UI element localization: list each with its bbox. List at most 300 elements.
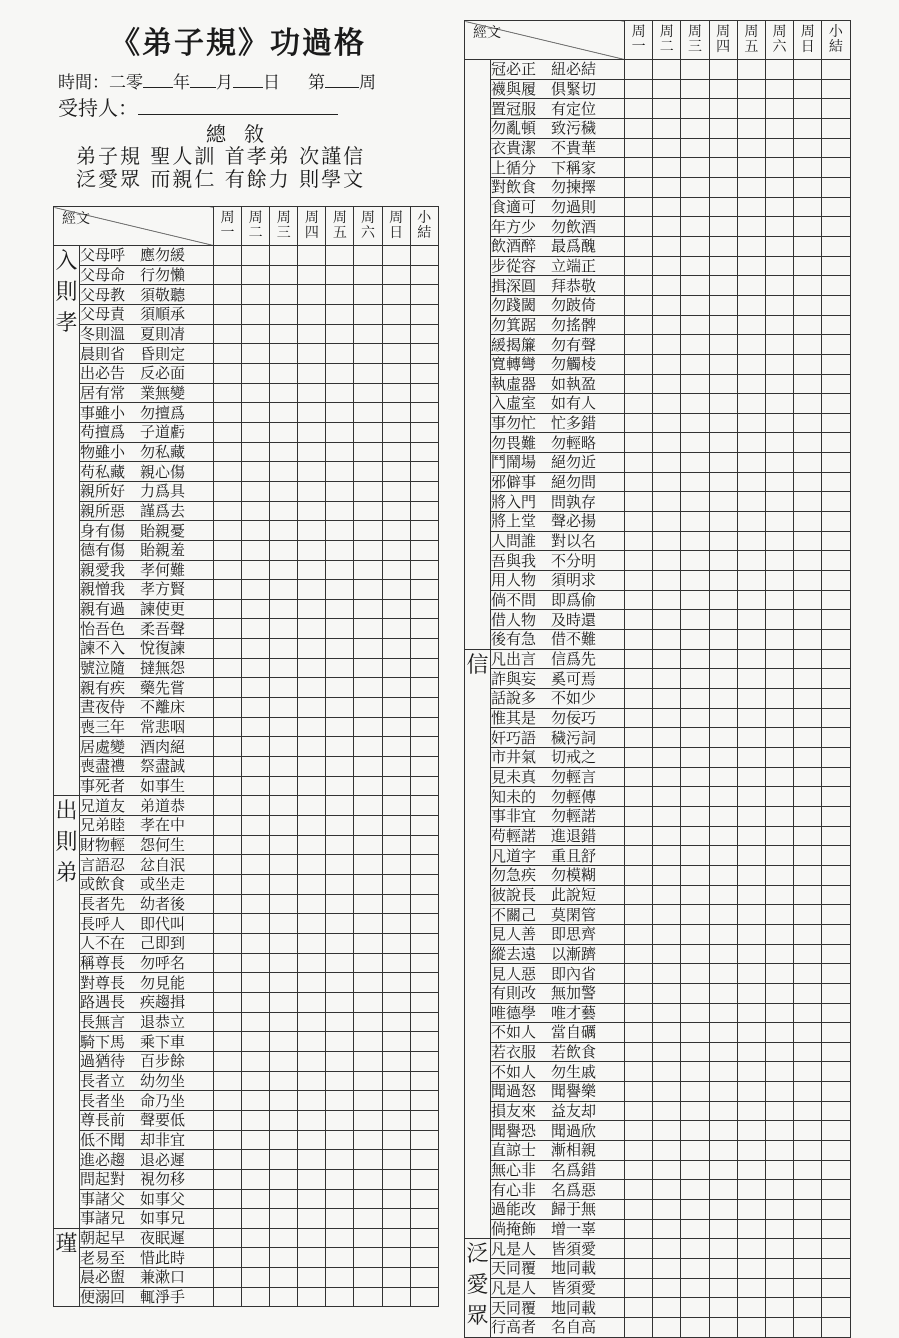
check-cell[interactable] [354,835,382,855]
check-cell[interactable] [625,1180,653,1200]
summary-cell[interactable] [822,335,850,355]
summary-cell[interactable] [410,560,438,580]
summary-cell[interactable] [410,796,438,816]
check-cell[interactable] [681,983,709,1003]
check-cell[interactable] [242,1130,270,1150]
check-cell[interactable] [709,669,737,689]
summary-cell[interactable] [410,914,438,934]
check-cell[interactable] [242,973,270,993]
check-cell[interactable] [298,855,326,875]
check-cell[interactable] [709,531,737,551]
check-cell[interactable] [625,1023,653,1043]
check-cell[interactable] [270,875,298,895]
check-cell[interactable] [737,236,765,256]
check-cell[interactable] [794,138,822,158]
check-cell[interactable] [737,217,765,237]
week-blank[interactable] [325,73,359,88]
check-cell[interactable] [625,79,653,99]
summary-cell[interactable] [410,757,438,777]
check-cell[interactable] [625,492,653,512]
check-cell[interactable] [653,708,681,728]
check-cell[interactable] [653,1141,681,1161]
check-cell[interactable] [354,757,382,777]
check-cell[interactable] [737,747,765,767]
check-cell[interactable] [270,246,298,266]
check-cell[interactable] [354,501,382,521]
check-cell[interactable] [270,1189,298,1209]
summary-cell[interactable] [822,453,850,473]
check-cell[interactable] [794,964,822,984]
check-cell[interactable] [242,324,270,344]
check-cell[interactable] [625,590,653,610]
check-cell[interactable] [737,865,765,885]
check-cell[interactable] [653,79,681,99]
check-cell[interactable] [653,551,681,571]
summary-cell[interactable] [410,1012,438,1032]
check-cell[interactable] [382,265,410,285]
check-cell[interactable] [354,422,382,442]
check-cell[interactable] [709,99,737,119]
check-cell[interactable] [709,846,737,866]
check-cell[interactable] [709,118,737,138]
check-cell[interactable] [326,737,354,757]
check-cell[interactable] [298,933,326,953]
check-cell[interactable] [709,315,737,335]
check-cell[interactable] [242,442,270,462]
check-cell[interactable] [737,669,765,689]
check-cell[interactable] [737,964,765,984]
check-cell[interactable] [326,599,354,619]
check-cell[interactable] [653,649,681,669]
check-cell[interactable] [354,914,382,934]
check-cell[interactable] [737,276,765,296]
check-cell[interactable] [298,953,326,973]
check-cell[interactable] [214,1051,242,1071]
check-cell[interactable] [214,560,242,580]
check-cell[interactable] [214,304,242,324]
summary-cell[interactable] [822,669,850,689]
check-cell[interactable] [653,295,681,315]
check-cell[interactable] [737,590,765,610]
check-cell[interactable] [737,1259,765,1279]
check-cell[interactable] [794,217,822,237]
summary-cell[interactable] [410,619,438,639]
check-cell[interactable] [681,197,709,217]
check-cell[interactable] [326,717,354,737]
check-cell[interactable] [354,717,382,737]
check-cell[interactable] [765,217,793,237]
check-cell[interactable] [625,1082,653,1102]
check-cell[interactable] [298,481,326,501]
check-cell[interactable] [354,1110,382,1130]
check-cell[interactable] [354,1032,382,1052]
check-cell[interactable] [765,1219,793,1239]
check-cell[interactable] [709,295,737,315]
check-cell[interactable] [765,747,793,767]
check-cell[interactable] [765,708,793,728]
check-cell[interactable] [382,835,410,855]
check-cell[interactable] [298,560,326,580]
check-cell[interactable] [681,1200,709,1220]
check-cell[interactable] [354,619,382,639]
check-cell[interactable] [242,383,270,403]
check-cell[interactable] [709,610,737,630]
check-cell[interactable] [354,1268,382,1288]
check-cell[interactable] [653,1180,681,1200]
check-cell[interactable] [653,1278,681,1298]
summary-cell[interactable] [410,737,438,757]
check-cell[interactable] [625,1003,653,1023]
check-cell[interactable] [681,354,709,374]
check-cell[interactable] [214,1287,242,1307]
summary-cell[interactable] [822,983,850,1003]
summary-cell[interactable] [410,1091,438,1111]
check-cell[interactable] [242,953,270,973]
check-cell[interactable] [326,855,354,875]
check-cell[interactable] [298,442,326,462]
check-cell[interactable] [794,1062,822,1082]
check-cell[interactable] [765,1278,793,1298]
check-cell[interactable] [765,964,793,984]
check-cell[interactable] [765,905,793,925]
check-cell[interactable] [653,492,681,512]
check-cell[interactable] [681,1042,709,1062]
check-cell[interactable] [681,1121,709,1141]
check-cell[interactable] [354,246,382,266]
check-cell[interactable] [326,757,354,777]
summary-cell[interactable] [410,265,438,285]
check-cell[interactable] [354,285,382,305]
check-cell[interactable] [354,1130,382,1150]
check-cell[interactable] [765,826,793,846]
check-cell[interactable] [794,374,822,394]
summary-cell[interactable] [822,472,850,492]
check-cell[interactable] [765,944,793,964]
check-cell[interactable] [794,669,822,689]
check-cell[interactable] [653,60,681,80]
check-cell[interactable] [765,1259,793,1279]
check-cell[interactable] [681,1062,709,1082]
check-cell[interactable] [765,610,793,630]
check-cell[interactable] [653,1082,681,1102]
check-cell[interactable] [681,1082,709,1102]
check-cell[interactable] [270,344,298,364]
check-cell[interactable] [653,512,681,532]
check-cell[interactable] [382,1209,410,1229]
check-cell[interactable] [326,1150,354,1170]
summary-cell[interactable] [822,1200,850,1220]
summary-cell[interactable] [822,905,850,925]
check-cell[interactable] [709,374,737,394]
check-cell[interactable] [737,1141,765,1161]
check-cell[interactable] [354,265,382,285]
check-cell[interactable] [382,344,410,364]
check-cell[interactable] [270,737,298,757]
check-cell[interactable] [326,403,354,423]
check-cell[interactable] [681,335,709,355]
check-cell[interactable] [653,197,681,217]
check-cell[interactable] [709,826,737,846]
check-cell[interactable] [326,678,354,698]
check-cell[interactable] [298,914,326,934]
check-cell[interactable] [681,571,709,591]
check-cell[interactable] [270,324,298,344]
check-cell[interactable] [382,776,410,796]
check-cell[interactable] [681,236,709,256]
check-cell[interactable] [709,905,737,925]
check-cell[interactable] [681,885,709,905]
check-cell[interactable] [214,894,242,914]
check-cell[interactable] [298,1032,326,1052]
check-cell[interactable] [765,865,793,885]
check-cell[interactable] [625,669,653,689]
check-cell[interactable] [326,953,354,973]
check-cell[interactable] [709,354,737,374]
check-cell[interactable] [270,992,298,1012]
check-cell[interactable] [709,708,737,728]
check-cell[interactable] [382,304,410,324]
summary-cell[interactable] [410,835,438,855]
check-cell[interactable] [270,1150,298,1170]
check-cell[interactable] [326,501,354,521]
check-cell[interactable] [737,335,765,355]
check-cell[interactable] [298,1130,326,1150]
summary-cell[interactable] [410,717,438,737]
check-cell[interactable] [765,472,793,492]
check-cell[interactable] [242,599,270,619]
check-cell[interactable] [737,79,765,99]
check-cell[interactable] [765,1101,793,1121]
check-cell[interactable] [653,138,681,158]
check-cell[interactable] [326,462,354,482]
check-cell[interactable] [709,767,737,787]
check-cell[interactable] [794,787,822,807]
check-cell[interactable] [681,60,709,80]
check-cell[interactable] [765,138,793,158]
summary-cell[interactable] [822,630,850,650]
check-cell[interactable] [298,639,326,659]
check-cell[interactable] [653,846,681,866]
check-cell[interactable] [794,708,822,728]
check-cell[interactable] [625,728,653,748]
check-cell[interactable] [709,60,737,80]
check-cell[interactable] [625,315,653,335]
check-cell[interactable] [625,374,653,394]
check-cell[interactable] [794,1160,822,1180]
check-cell[interactable] [326,560,354,580]
check-cell[interactable] [382,383,410,403]
check-cell[interactable] [270,816,298,836]
check-cell[interactable] [737,1062,765,1082]
check-cell[interactable] [298,1169,326,1189]
check-cell[interactable] [214,1150,242,1170]
check-cell[interactable] [653,354,681,374]
check-cell[interactable] [326,1209,354,1229]
check-cell[interactable] [242,855,270,875]
check-cell[interactable] [794,944,822,964]
check-cell[interactable] [382,757,410,777]
check-cell[interactable] [765,983,793,1003]
check-cell[interactable] [737,256,765,276]
summary-cell[interactable] [822,1062,850,1082]
check-cell[interactable] [382,324,410,344]
check-cell[interactable] [625,1101,653,1121]
check-cell[interactable] [653,177,681,197]
check-cell[interactable] [214,285,242,305]
check-cell[interactable] [709,1121,737,1141]
check-cell[interactable] [681,177,709,197]
check-cell[interactable] [298,324,326,344]
check-cell[interactable] [765,394,793,414]
summary-cell[interactable] [822,512,850,532]
check-cell[interactable] [382,658,410,678]
check-cell[interactable] [214,1012,242,1032]
check-cell[interactable] [681,689,709,709]
check-cell[interactable] [214,816,242,836]
check-cell[interactable] [214,403,242,423]
summary-cell[interactable] [410,481,438,501]
check-cell[interactable] [709,1239,737,1259]
summary-cell[interactable] [410,816,438,836]
check-cell[interactable] [737,158,765,178]
check-cell[interactable] [737,453,765,473]
summary-cell[interactable] [410,521,438,541]
check-cell[interactable] [382,816,410,836]
check-cell[interactable] [270,1268,298,1288]
check-cell[interactable] [242,776,270,796]
check-cell[interactable] [709,1278,737,1298]
summary-cell[interactable] [822,531,850,551]
check-cell[interactable] [298,599,326,619]
check-cell[interactable] [737,1121,765,1141]
check-cell[interactable] [242,1071,270,1091]
check-cell[interactable] [298,285,326,305]
check-cell[interactable] [270,717,298,737]
summary-cell[interactable] [410,875,438,895]
check-cell[interactable] [765,99,793,119]
check-cell[interactable] [765,689,793,709]
summary-cell[interactable] [822,885,850,905]
summary-cell[interactable] [410,658,438,678]
check-cell[interactable] [625,354,653,374]
check-cell[interactable] [326,1110,354,1130]
check-cell[interactable] [270,304,298,324]
check-cell[interactable] [326,344,354,364]
check-cell[interactable] [737,472,765,492]
summary-cell[interactable] [822,217,850,237]
check-cell[interactable] [354,894,382,914]
check-cell[interactable] [270,285,298,305]
check-cell[interactable] [794,767,822,787]
check-cell[interactable] [242,1012,270,1032]
check-cell[interactable] [737,1180,765,1200]
check-cell[interactable] [382,973,410,993]
check-cell[interactable] [382,481,410,501]
check-cell[interactable] [625,1298,653,1318]
check-cell[interactable] [354,1169,382,1189]
check-cell[interactable] [354,816,382,836]
summary-cell[interactable] [822,806,850,826]
check-cell[interactable] [354,796,382,816]
check-cell[interactable] [765,846,793,866]
check-cell[interactable] [765,571,793,591]
check-cell[interactable] [298,462,326,482]
check-cell[interactable] [382,1228,410,1248]
check-cell[interactable] [794,1219,822,1239]
check-cell[interactable] [794,79,822,99]
check-cell[interactable] [354,442,382,462]
check-cell[interactable] [794,1278,822,1298]
check-cell[interactable] [298,678,326,698]
check-cell[interactable] [242,796,270,816]
check-cell[interactable] [794,433,822,453]
check-cell[interactable] [242,992,270,1012]
check-cell[interactable] [214,481,242,501]
check-cell[interactable] [653,571,681,591]
check-cell[interactable] [709,1180,737,1200]
check-cell[interactable] [242,1209,270,1229]
check-cell[interactable] [298,894,326,914]
check-cell[interactable] [737,767,765,787]
summary-cell[interactable] [410,1130,438,1150]
check-cell[interactable] [242,1091,270,1111]
check-cell[interactable] [681,492,709,512]
summary-cell[interactable] [822,1239,850,1259]
check-cell[interactable] [765,551,793,571]
check-cell[interactable] [326,285,354,305]
check-cell[interactable] [270,403,298,423]
check-cell[interactable] [382,894,410,914]
check-cell[interactable] [625,708,653,728]
check-cell[interactable] [653,472,681,492]
check-cell[interactable] [242,422,270,442]
summary-cell[interactable] [410,698,438,718]
summary-cell[interactable] [410,1150,438,1170]
check-cell[interactable] [270,442,298,462]
check-cell[interactable] [298,776,326,796]
check-cell[interactable] [765,512,793,532]
check-cell[interactable] [270,835,298,855]
check-cell[interactable] [653,806,681,826]
check-cell[interactable] [298,1071,326,1091]
check-cell[interactable] [653,630,681,650]
check-cell[interactable] [681,374,709,394]
check-cell[interactable] [794,983,822,1003]
check-cell[interactable] [709,453,737,473]
check-cell[interactable] [625,924,653,944]
check-cell[interactable] [653,944,681,964]
check-cell[interactable] [765,118,793,138]
check-cell[interactable] [354,658,382,678]
check-cell[interactable] [681,1180,709,1200]
check-cell[interactable] [298,1110,326,1130]
check-cell[interactable] [794,865,822,885]
check-cell[interactable] [354,855,382,875]
check-cell[interactable] [794,846,822,866]
check-cell[interactable] [625,630,653,650]
check-cell[interactable] [653,669,681,689]
check-cell[interactable] [765,413,793,433]
check-cell[interactable] [382,737,410,757]
check-cell[interactable] [794,99,822,119]
check-cell[interactable] [270,462,298,482]
check-cell[interactable] [681,512,709,532]
check-cell[interactable] [214,1209,242,1229]
summary-cell[interactable] [822,158,850,178]
check-cell[interactable] [270,1071,298,1091]
summary-cell[interactable] [822,1259,850,1279]
check-cell[interactable] [214,383,242,403]
